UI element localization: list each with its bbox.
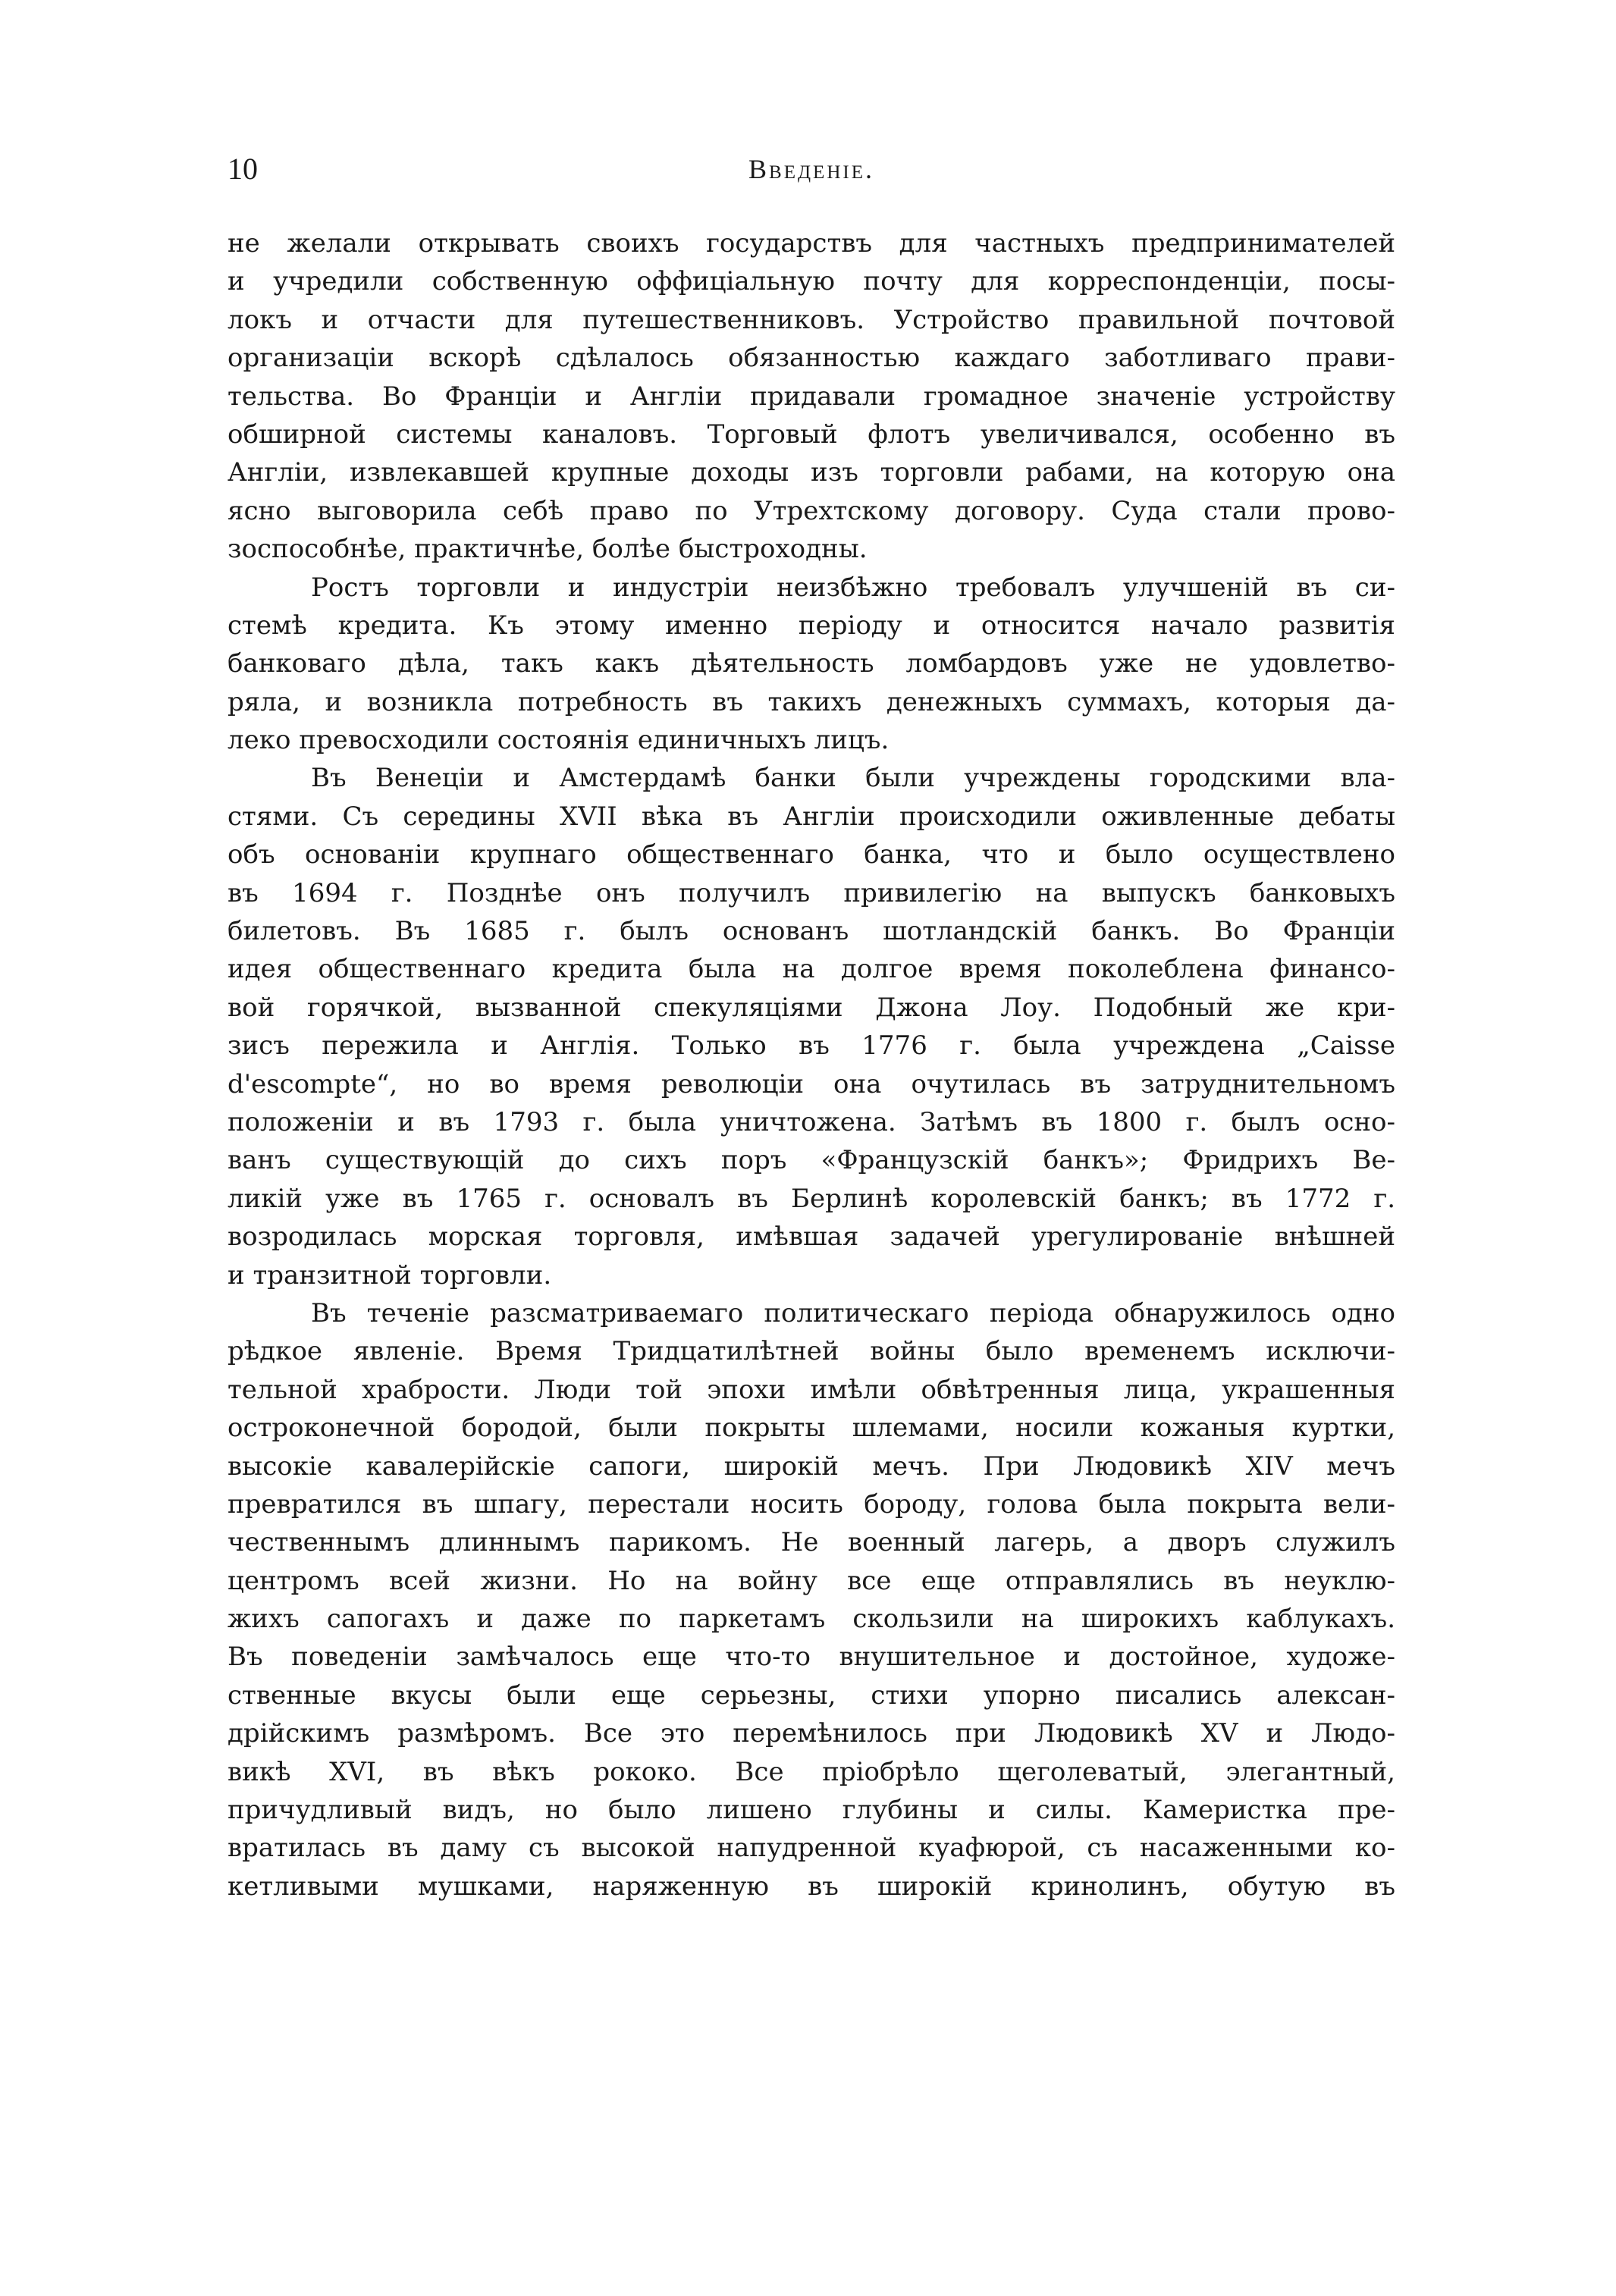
text-line: банковаго дѣла, такъ какъ дѣятельность ломбардовъ уже не удовлетво- [227, 648, 1395, 679]
text-line: Въ Венеціи и Амстердамѣ банки были учреждены городскими вла- [311, 763, 1395, 794]
text-line: организаціи вскорѣ сдѣлалось обязанностью каждаго заботливаго прави- [227, 343, 1395, 374]
text-line: идея общественнаго кредита была на долгое время поколеблена финансо- [227, 954, 1395, 985]
text-line: обширной системы каналовъ. Торговый флотъ увеличивался, особенно въ [227, 419, 1395, 450]
text-line: ванъ существующій до сихъ поръ «Французскій банкъ»; Фридрихъ Ве- [227, 1145, 1395, 1176]
running-head: Введеніе. [748, 154, 874, 184]
text-line: стемѣ кредита. Къ этому именно періоду и относится начало развитія [227, 610, 1395, 641]
text-line: въ 1694 г. Позднѣе онъ получилъ привилегію на выпускъ банковыхъ [227, 877, 1395, 908]
text-line: жихъ сапогахъ и даже по паркетамъ скользили на широкихъ каблукахъ. [227, 1604, 1395, 1635]
text-line: ряла, и возникла потребность въ такихъ денежныхъ суммахъ, которыя да- [227, 686, 1395, 717]
text-line: вратилась въ даму съ высокой напудренной куафюрой, съ насаженными ко- [227, 1833, 1395, 1864]
text-line: локъ и отчасти для путешественниковъ. Устройство правильной почтовой [227, 304, 1395, 335]
text-line: леко превосходили состоянія единичныхъ лицъ. [227, 725, 890, 756]
text-line: тельства. Во Франціи и Англіи придавали громадное значеніе устройству [227, 381, 1395, 412]
text-line: превратился въ шпагу, перестали носить бороду, голова была покрыта вели- [227, 1488, 1395, 1520]
text-line: ственные вкусы были еще серьезны, стихи упорно писались алексан- [227, 1680, 1395, 1711]
text-line: Въ поведеніи замѣчалось еще что-то внушительное и достойное, художе- [227, 1642, 1395, 1673]
text-line: зоспособнѣе, практичнѣе, болѣе быстроходны. [227, 534, 868, 565]
text-line: положеніи и въ 1793 г. была уничтожена. Затѣмъ въ 1800 г. былъ осно- [227, 1106, 1395, 1137]
text-line: объ основаніи крупнаго общественнаго банка, что и было осуществлено [227, 839, 1395, 870]
text-line: причудливый видъ, но было лишено глубины и силы. Камеристка пре- [227, 1795, 1395, 1826]
text-line: вой горячкой, вызванной спекуляціями Джона Лоу. Подобный же кри- [227, 992, 1395, 1023]
text-line: не желали открывать своихъ государствъ для частныхъ предпринимателей [227, 228, 1395, 259]
text-line: стями. Съ середины XVII вѣка въ Англіи происходили оживленные дебаты [227, 801, 1395, 832]
body-text [227, 224, 1395, 1905]
text-line: чественнымъ длиннымъ парикомъ. Не военный лагерь, а дворъ служилъ [227, 1527, 1395, 1558]
text-line: возродилась морская торговля, имѣвшая задачей урегулированіе внѣшней [227, 1222, 1395, 1253]
text-line: и транзитной торговли. [227, 1259, 552, 1291]
text-line: Англіи, извлекавшей крупные доходы изъ торговли рабами, на которую она [227, 457, 1395, 488]
page-number: 10 [227, 152, 258, 186]
text-line: тельной храбрости. Люди той эпохи имѣли обвѣтренныя лица, украшенныя [227, 1374, 1395, 1405]
text-line: высокіе кавалерійскіе сапоги, широкій мечъ. При Людовикѣ XIV мечъ [227, 1451, 1395, 1482]
text-line: викѣ XVI, въ вѣкъ рококо. Все пріобрѣло щеголеватый, элегантный, [227, 1756, 1395, 1787]
text-line: ликій уже въ 1765 г. основалъ въ Берлинѣ королевскій банкъ; въ 1772 г. [227, 1183, 1395, 1214]
text-line: Въ теченіе разсматриваемаго политическаго періода обнаружилось одно [311, 1297, 1395, 1328]
text-line: d'escompte“, но во время революціи она очутилась въ затруднительномъ [227, 1068, 1395, 1099]
text-line: кетливыми мушками, наряженную въ широкій кринолинъ, обутую въ [227, 1871, 1395, 1902]
text-line: ясно выговорила себѣ право по Утрехтскому договору. Суда стали прово- [227, 495, 1395, 526]
text-line: дрійскимъ размѣромъ. Все это перемѣнилось при Людовикѣ XV и Людо- [227, 1718, 1395, 1749]
page-header [227, 150, 1395, 196]
text-line: и учредили собственную оффиціальную почту для корреспонденціи, посы- [227, 266, 1395, 297]
text-line: билетовъ. Въ 1685 г. былъ основанъ шотландскій банкъ. Во Франціи [227, 916, 1395, 947]
text-line: зисъ пережила и Англія. Только въ 1776 г. была учреждена „Caisse [227, 1030, 1395, 1062]
text-line: рѣдкое явленіе. Время Тридцатилѣтней войны было временемъ исключи- [227, 1336, 1395, 1367]
text-line: остроконечной бородой, были покрыты шлемами, носили кожаныя куртки, [227, 1413, 1395, 1444]
text-line: Ростъ торговли и индустріи неизбѣжно требовалъ улучшеній въ си- [311, 572, 1395, 603]
text-line: центромъ всей жизни. Но на войну все еще отправлялись въ неуклю- [227, 1565, 1395, 1596]
